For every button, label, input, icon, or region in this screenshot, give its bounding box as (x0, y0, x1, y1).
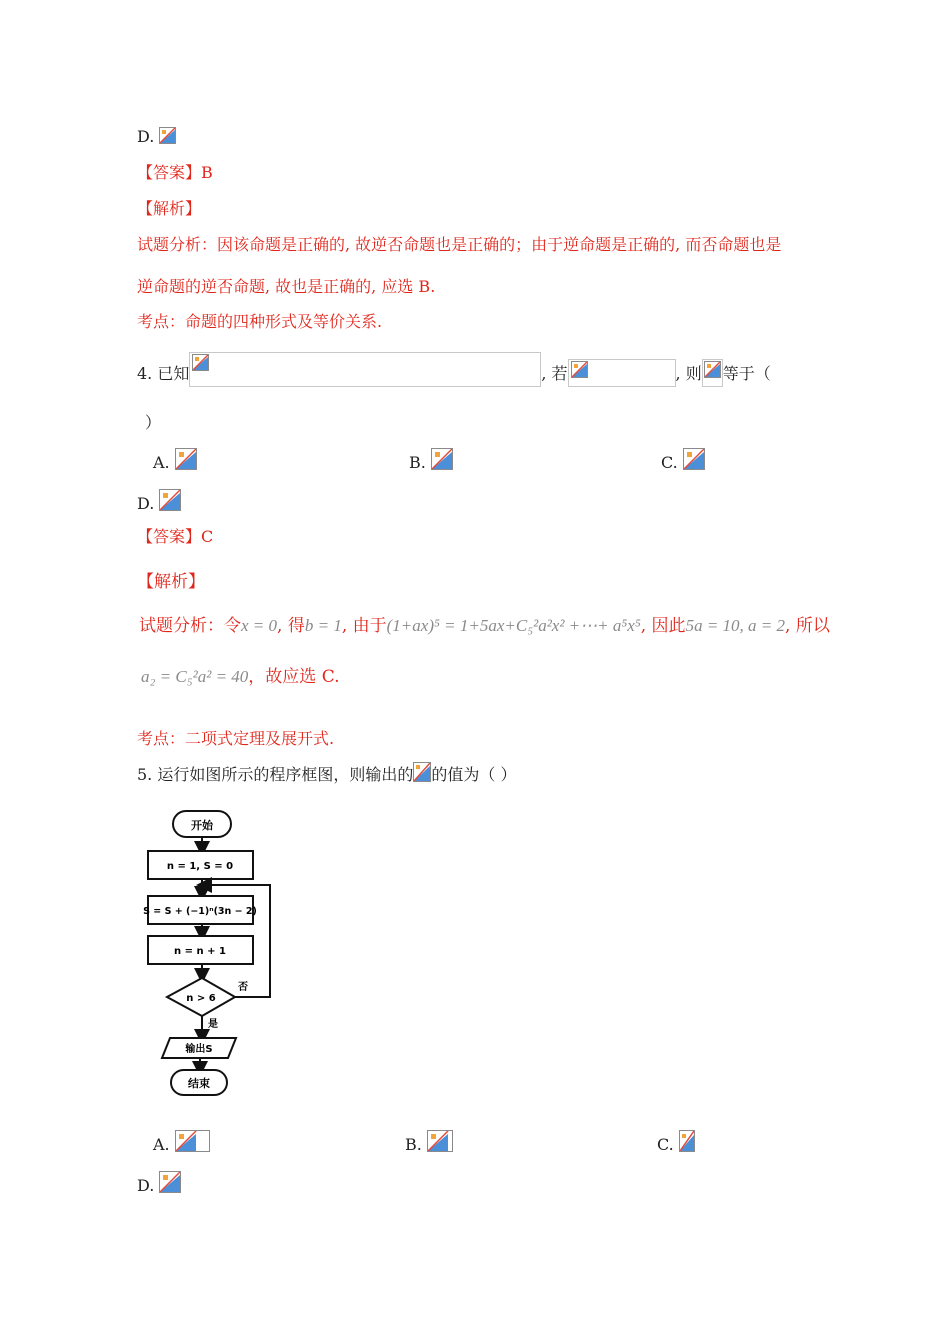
q5-stem: 5. 运行如图所示的程序框图，则输出的 的值为（ ） (137, 762, 516, 786)
program-flowchart (140, 805, 290, 1100)
image-placeholder-icon (571, 361, 588, 378)
flowchart-update-text: S = S + (−1)ⁿ(3n − 2) (143, 906, 257, 917)
image-placeholder-icon (159, 1171, 181, 1193)
image-placeholder-icon (704, 361, 721, 378)
q5-option-a[interactable]: A. (153, 1130, 210, 1156)
q3-analysis-line2: 逆命题的逆否命题, 故也是正确的, 应选 B. (137, 277, 436, 296)
q3-keypoint: 考点：命题的四种形式及等价关系. (137, 312, 383, 331)
flowchart-condition-text: n > 6 (186, 993, 216, 1004)
q4-answer: 【答案】C (137, 527, 214, 546)
q5-option-b[interactable]: B. (405, 1130, 453, 1156)
q4-condition-image (568, 359, 676, 387)
image-placeholder-icon (683, 448, 705, 470)
q4-target-image (702, 359, 723, 387)
image-placeholder-icon (175, 1130, 210, 1152)
q4-option-c[interactable]: C. (661, 448, 705, 474)
image-placeholder-icon (192, 354, 209, 371)
flowchart-init-text: n = 1, S = 0 (166, 861, 234, 872)
q4-stem: 4. 已知 , 若 , 则 等于（ (137, 352, 771, 387)
q4-formula-image (189, 352, 541, 387)
q4-analysis-line1: 试题分析：令x = 0, 得b = 1, 由于(1+ax)⁵ = 1+5ax+C₅²a²x² +⋯+ a⁵x⁵, 因此5a = 10, a = 2, 所以 (139, 616, 830, 636)
flowchart-output-text: 输出S (185, 1044, 213, 1055)
q4-keypoint: 考点：二项式定理及展开式. (137, 729, 335, 748)
image-placeholder-icon (175, 448, 197, 470)
image-placeholder-icon (679, 1130, 695, 1152)
flowchart-start-text: 开始 (191, 819, 213, 832)
image-placeholder-icon (427, 1130, 453, 1152)
q4-close-paren: ） (145, 413, 162, 432)
q4-analysis-label: 【解析】 (137, 572, 205, 592)
q4-analysis-line2: a₂ = C₅²a² = 40，故应选 C. (141, 667, 340, 687)
q3-analysis-line1: 试题分析：因该命题是正确的, 故逆否命题也是正确的；由于逆命题是正确的, 而否命题也是 (137, 235, 782, 254)
q3-answer: 【答案】B (137, 163, 213, 182)
image-placeholder-icon (413, 762, 431, 782)
q3-analysis-label: 【解析】 (137, 199, 202, 218)
q4-option-d[interactable]: D. (137, 489, 181, 515)
flowchart-end-text: 结束 (188, 1077, 210, 1090)
flowchart-yes-label: 是 (208, 1019, 218, 1030)
flowchart-increment-text: n = n + 1 (174, 946, 226, 957)
q4-option-a[interactable]: A. (153, 448, 197, 474)
flowchart-no-label: 否 (238, 982, 248, 993)
q5-option-d[interactable]: D. (137, 1171, 181, 1197)
image-placeholder-icon (431, 448, 453, 470)
q4-option-b[interactable]: B. (409, 448, 453, 474)
q3-option-d: D. (137, 126, 176, 148)
image-placeholder-icon (159, 489, 181, 511)
image-placeholder-icon (159, 127, 176, 144)
q5-option-c[interactable]: C. (657, 1130, 695, 1156)
